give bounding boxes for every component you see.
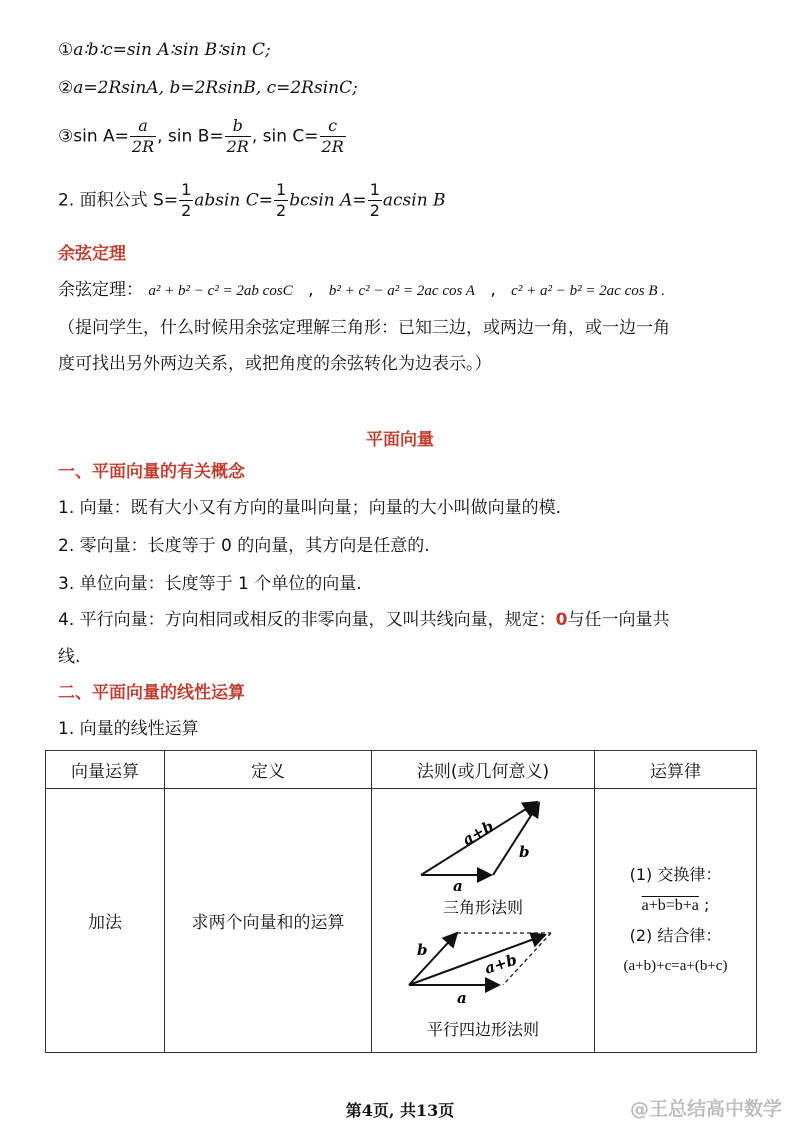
parallel-text-cont: 与任一向量共 <box>567 610 670 630</box>
fraction-a-2R <box>130 116 156 157</box>
triangle-caption: 三角形法则 <box>442 897 524 917</box>
sinA-label: sin A= <box>73 126 129 147</box>
label-a: a <box>453 876 463 895</box>
para-label-a: a <box>457 988 467 1007</box>
zero-vector-symbol: 0 <box>555 610 568 630</box>
sides-text: a=2RsinA, b=2RsinB, c=2RsinC; <box>73 78 358 98</box>
table-header-row <box>46 751 757 789</box>
cosine-label: 余弦定理： <box>58 280 143 300</box>
area-label: 2. 面积公式 S= <box>58 190 179 211</box>
cosine-formula-b: c² + a² − b² = 2ac cos B . <box>511 283 666 299</box>
concept-parallel-vector <box>58 608 669 632</box>
separator: , <box>308 280 314 300</box>
separator: , <box>490 280 496 300</box>
frac-den: 2R <box>321 137 344 156</box>
frac-num: c <box>328 116 338 135</box>
ratio-text: a∶b∶c=sin A∶sin B∶sin C; <box>73 40 271 60</box>
header-laws: 运算律 <box>595 751 757 789</box>
triangle-rule-diagram <box>373 797 593 917</box>
area-term-2: bcsin A= <box>289 190 367 211</box>
law-commutative-expr: a+b=b+a <box>641 897 699 914</box>
frac-num: a <box>138 116 148 135</box>
watermark: @王总结高中数学 <box>629 1098 782 1120</box>
circled-2: ② <box>58 78 74 98</box>
law-commutative-end: ; <box>703 895 710 914</box>
concept-vector: 1. 向量：既有大小又有方向的量叫向量；向量的大小叫做向量的模. <box>58 498 562 518</box>
sinC-label: , sin C= <box>251 126 319 147</box>
sine-law-sides <box>58 76 358 100</box>
frac-num: 1 <box>181 180 192 199</box>
concept-zero-vector: 2. 零向量：长度等于 0 的向量，其方向是任意的. <box>58 536 430 556</box>
parallelogram-caption: 平行四边形法则 <box>426 1019 540 1039</box>
page-number: 第4页, 共13页 <box>345 1101 455 1120</box>
sine-law-fractions <box>58 116 347 157</box>
law-associative-expr: (a+b)+c=a+(b+c) <box>623 958 728 974</box>
cell-laws <box>595 789 757 1053</box>
frac-den: 2 <box>276 201 287 220</box>
area-formula <box>58 180 446 221</box>
fraction-b-2R <box>225 116 251 157</box>
law-commutative-line <box>595 890 756 921</box>
fraction-half <box>179 180 193 221</box>
area-term-1: absin C= <box>194 190 274 211</box>
laws-block <box>595 860 756 981</box>
para-vector-sum <box>409 935 545 985</box>
para-label-b: b <box>417 940 428 959</box>
frac-den: 2R <box>226 137 249 156</box>
cosine-formula-c: a² + b² − c² = 2ab cosC <box>148 283 293 299</box>
header-definition: 定义 <box>165 751 372 789</box>
frac-num: b <box>232 116 243 135</box>
section-title: 平面向量 <box>366 430 434 450</box>
cosine-note-line-2: 度可找出另外两边关系，或把角度的余弦转化为边表示。） <box>58 354 492 374</box>
concept-unit-vector: 3. 单位向量：长度等于 1 个单位的向量. <box>58 574 362 594</box>
cell-diagrams <box>372 789 595 1053</box>
vector-b-arrow <box>493 803 539 875</box>
cosine-formula-a: b² + c² − a² = 2ac cos A <box>328 283 475 299</box>
frac-num: 1 <box>369 180 380 199</box>
label-sum: a+b <box>459 816 497 849</box>
sine-law-ratio <box>58 38 271 62</box>
parallelogram-rule-diagram <box>373 925 593 1045</box>
fraction-half <box>274 180 288 221</box>
para-label-sum: a+b <box>482 949 520 978</box>
label-b: b <box>519 842 530 861</box>
cosine-note-line-1: （提问学生，什么时候用余弦定理解三角形：已知三边，或两边一角，或一边一角 <box>58 318 670 338</box>
circled-3: ③ <box>58 126 74 147</box>
table-row <box>46 789 757 1053</box>
vector-operations-table <box>45 750 757 1053</box>
cosine-law-heading: 余弦定理 <box>58 244 126 264</box>
law-associative-label: (2) 结合律： <box>629 926 722 945</box>
circled-1: ① <box>58 40 74 60</box>
cosine-law-formulas <box>58 278 665 303</box>
frac-den: 2 <box>369 201 380 220</box>
frac-num: 1 <box>276 180 287 199</box>
subsection-heading-1: 一、平面向量的有关概念 <box>58 462 245 482</box>
frac-den: 2R <box>131 137 155 156</box>
concept-parallel-vector-end: 线. <box>58 647 81 667</box>
fraction-half <box>368 180 382 221</box>
sinB-label: , sin B= <box>157 126 224 147</box>
fraction-c-2R <box>320 116 346 157</box>
cell-addition: 加法 <box>46 789 165 1053</box>
frac-den: 2 <box>181 201 192 220</box>
law-commutative-label: (1) 交换律： <box>629 865 722 884</box>
subheading-linear-ops: 1. 向量的线性运算 <box>58 719 199 739</box>
parallel-text: 4. 平行向量：方向相同或相反的非零向量，又叫共线向量，规定： <box>58 610 556 630</box>
subsection-heading-2: 二、平面向量的线性运算 <box>58 683 245 703</box>
cell-definition: 求两个向量和的运算 <box>165 789 372 1053</box>
header-operation: 向量运算 <box>46 751 165 789</box>
header-rule: 法则(或几何意义) <box>372 751 595 789</box>
area-term-3: acsin B <box>382 190 446 211</box>
